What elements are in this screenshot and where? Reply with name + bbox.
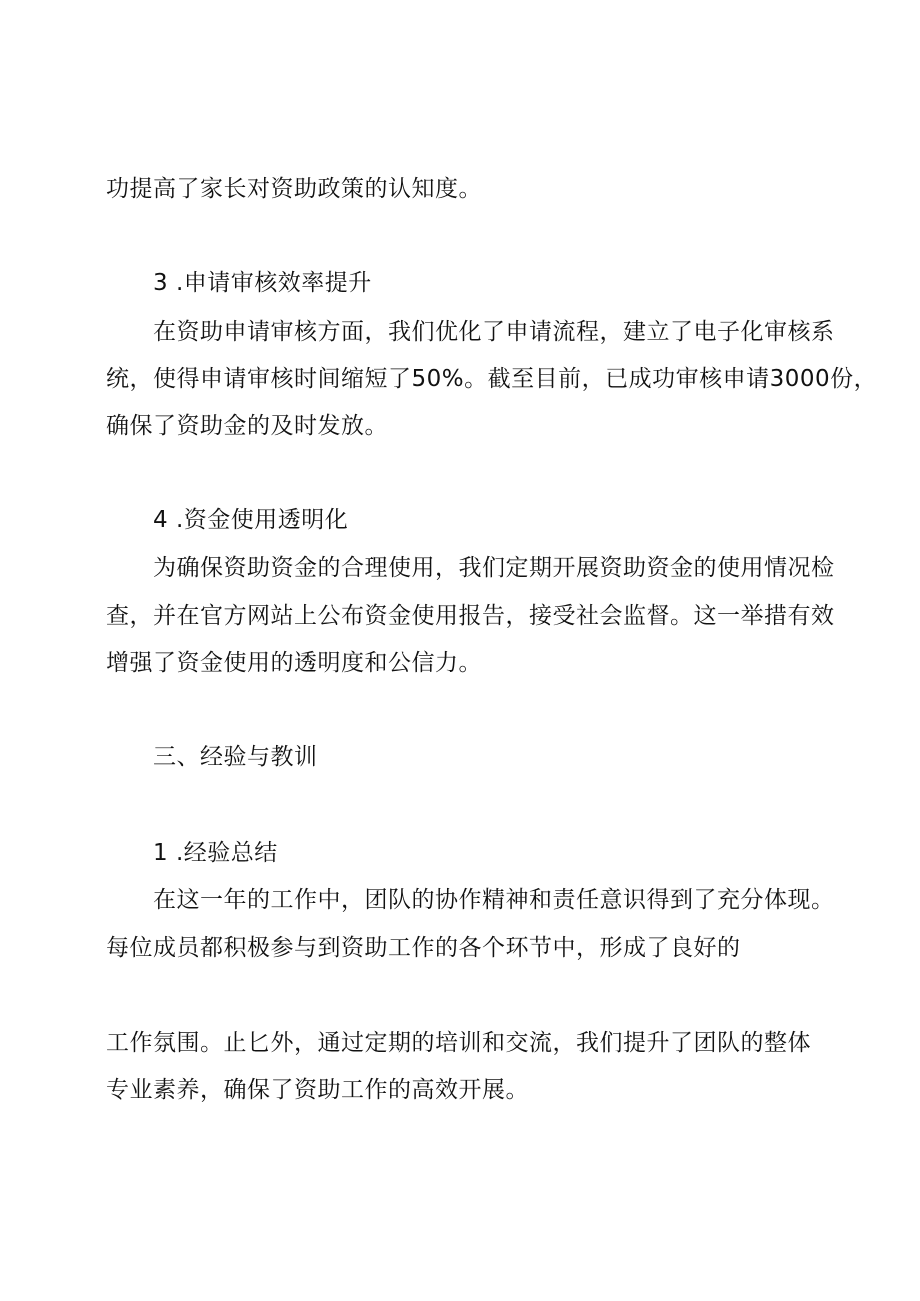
paragraph-line: 在资助申请审核方面，我们优化了申请流程，建立了电子化审核系 (153, 319, 835, 345)
section-4-heading: 4 .资金使用透明化 (153, 507, 349, 533)
subsection-1-heading: 1 .经验总结 (153, 840, 278, 866)
chapter-3-heading: 三、经验与教训 (153, 744, 318, 770)
paragraph-line: 确保了资助金的及时发放。 (106, 413, 388, 439)
paragraph-line: 统，使得申请审核时间缩短了50%。截至目前，已成功审核申请3000份， (106, 366, 878, 392)
paragraph-line: 专业素养，确保了资助工作的高效开展。 (106, 1077, 529, 1103)
paragraph-line: 工作氛围。止匕外，通过定期的培训和交流，我们提升了团队的整体 (106, 1030, 811, 1056)
paragraph-line: 查，并在官方网站上公布资金使用报告，接受社会监督。这一举措有效 (106, 603, 835, 629)
paragraph-line: 为确保资助资金的合理使用，我们定期开展资助资金的使用情况检 (153, 555, 835, 581)
paragraph-line: 功提高了家长对资助政策的认知度。 (106, 176, 482, 202)
section-3-heading: 3 .申请审核效率提升 (153, 270, 372, 296)
paragraph-line: 每位成员都积极参与到资助工作的各个环节中，形成了良好的 (106, 935, 741, 961)
paragraph-line: 在这一年的工作中，团队的协作精神和责任意识得到了充分体现。 (153, 887, 835, 913)
paragraph-line: 增强了资金使用的透明度和公信力。 (106, 650, 482, 676)
